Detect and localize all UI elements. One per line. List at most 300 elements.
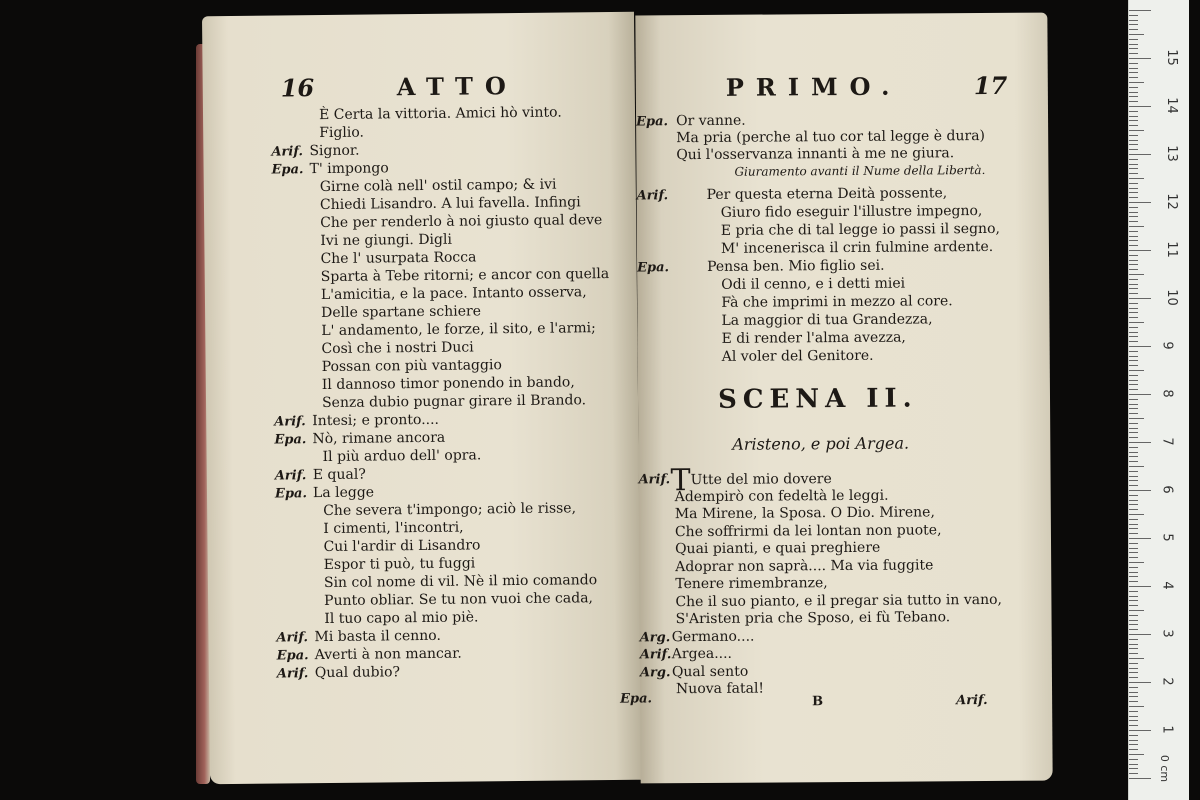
ruler-number: 14 xyxy=(1163,97,1179,114)
verse xyxy=(707,258,885,276)
ruler-tick xyxy=(1129,639,1138,640)
ruler-tick xyxy=(1129,519,1138,520)
verse xyxy=(672,663,748,681)
verse-text: S'Aristen pria che Sposo, ei fù Tebano. xyxy=(675,609,951,628)
ruler-tick xyxy=(1129,20,1138,21)
ruler-tick xyxy=(1129,188,1138,189)
ruler-tick xyxy=(1129,668,1138,669)
ruler-tick xyxy=(1129,236,1138,237)
ruler-tick xyxy=(1129,293,1138,294)
verse xyxy=(320,249,476,268)
verse xyxy=(321,303,481,322)
ruler-tick xyxy=(1129,44,1138,45)
ruler-tick xyxy=(1129,216,1138,217)
ruler-tick xyxy=(1129,567,1138,568)
ruler-number: 9 xyxy=(1159,341,1175,350)
ruler-tick xyxy=(1129,149,1138,150)
verse-text: Ma Mirene, la Sposa. O Dio. Mirene, xyxy=(674,504,935,523)
ruler-tick xyxy=(1129,500,1138,501)
verse xyxy=(672,646,732,663)
verse-text: Che soffrirmi da lei lontan non puote, xyxy=(674,521,942,540)
ruler-tick xyxy=(1129,404,1138,405)
ruler-tick xyxy=(1129,394,1151,395)
ruler-tick xyxy=(1129,380,1138,381)
ruler-tick xyxy=(1129,687,1138,688)
ruler-tick xyxy=(1129,39,1138,40)
ruler-number: 3 xyxy=(1159,629,1175,638)
verse-text: Averti à non mancar. xyxy=(314,645,462,664)
ruler-number: 8 xyxy=(1159,389,1175,398)
verse xyxy=(721,311,932,329)
left-page-text xyxy=(271,104,637,688)
verse-text: Qui l'osservanza innanti à me ne giura. xyxy=(676,145,955,164)
verse-text: Utte del mio dovere xyxy=(690,471,832,489)
verse-text: L' andamento, le forze, il sito, e l'armi; xyxy=(321,320,596,340)
verse-text: Qual dubio? xyxy=(314,664,401,682)
ruler-tick xyxy=(1129,442,1151,443)
ruler-tick xyxy=(1129,495,1138,496)
verse-text: Odi il cenno, e i detti miei xyxy=(721,275,906,293)
verse xyxy=(322,357,502,376)
verse xyxy=(322,392,586,412)
ruler-tick xyxy=(1129,341,1138,342)
verse-text: Espor ti può, tu fuggi xyxy=(323,555,476,574)
ruler-tick xyxy=(1129,327,1138,328)
ruler-tick xyxy=(1129,288,1138,289)
ruler-tick xyxy=(1129,279,1138,280)
ruler-number: 13 xyxy=(1163,145,1179,162)
verse xyxy=(312,430,445,448)
verse xyxy=(323,500,576,520)
verse-text: Adempirò con fedeltà le leggi. xyxy=(674,487,889,505)
ruler-tick xyxy=(1129,644,1138,645)
ruler-tick xyxy=(1129,164,1138,165)
ruler-number: 1 xyxy=(1159,725,1175,734)
verse-text: Quai pianti, e quai preghiere xyxy=(674,539,881,558)
verse xyxy=(721,239,993,258)
ruler-tick xyxy=(1129,72,1138,73)
ruler-tick xyxy=(1129,461,1138,462)
ruler-tick xyxy=(1129,624,1138,625)
ruler-tick xyxy=(1129,754,1144,755)
verse xyxy=(675,591,1002,610)
ruler-tick xyxy=(1129,365,1138,366)
ruler-tick xyxy=(1129,552,1138,553)
ruler-tick xyxy=(1129,303,1138,304)
speaker-label: Arif. xyxy=(271,144,304,160)
verse-text: Nuova fatal! xyxy=(675,680,765,698)
verse xyxy=(320,212,602,232)
ruler-number: 2 xyxy=(1159,677,1175,686)
ruler-tick xyxy=(1129,682,1151,683)
right-scene-text xyxy=(638,463,1051,702)
verse xyxy=(676,145,954,164)
verse-text: Giuro fido eseguir l'illustre impegno, xyxy=(720,203,983,221)
verse-text: Figlio. xyxy=(319,124,365,142)
verse-text: Senza dubio pugnar girare il Brando. xyxy=(321,392,587,412)
verse-text: Girne colà nell' ostil campo; & ivi xyxy=(319,176,557,196)
stage-direction: Giuramento avanti il Nume della Libertà. xyxy=(734,163,986,179)
verse xyxy=(676,681,764,699)
ruler-tick xyxy=(1129,192,1138,193)
ruler-tick xyxy=(1129,34,1144,35)
verse xyxy=(675,575,828,593)
verse xyxy=(313,485,374,503)
verse-text: I cimenti, l'incontri, xyxy=(323,519,464,538)
verse-text: La maggior di tua Grandezza, xyxy=(721,311,933,329)
ruler-tick xyxy=(1129,466,1144,467)
ruler-tick xyxy=(1129,692,1138,693)
ruler-tick xyxy=(1129,533,1138,534)
ruler-tick xyxy=(1129,63,1138,64)
ruler-tick xyxy=(1129,432,1138,433)
ruler-tick xyxy=(1129,226,1144,227)
ruler-tick xyxy=(1129,284,1138,285)
ruler-tick xyxy=(1129,260,1138,261)
ruler-tick xyxy=(1129,711,1138,712)
verse-text: Per questa eterna Deità possente, xyxy=(706,185,948,203)
ruler-tick xyxy=(1129,399,1138,400)
verse-text: Signor. xyxy=(309,142,360,160)
verse-text: Che per renderlo à noi giusto qual deve xyxy=(320,212,603,232)
ruler-tick xyxy=(1129,418,1144,419)
ruler-tick xyxy=(1129,447,1138,448)
verse-text: Fà che imprimi in mezzo al core. xyxy=(721,293,953,311)
open-book xyxy=(196,14,1056,782)
ruler-tick xyxy=(1129,298,1151,299)
verse xyxy=(324,572,597,592)
left-running-head: ATTO xyxy=(396,70,518,102)
catchword: Arif. xyxy=(956,693,988,709)
ruler-tick xyxy=(1129,212,1138,213)
verse xyxy=(675,522,942,541)
ruler-tick xyxy=(1129,653,1138,654)
verse-text: Che severa t'impongo; aciò le risse, xyxy=(323,500,577,520)
ruler-tick xyxy=(1129,332,1138,333)
verse xyxy=(672,628,755,646)
ruler-tick xyxy=(1129,504,1138,505)
ruler-tick xyxy=(1129,101,1138,102)
verse-text: Il dannoso timor ponendo in bando, xyxy=(321,374,575,394)
verse xyxy=(721,293,952,312)
speaker-label: Arg. xyxy=(639,629,671,645)
verse-text: E di render l'alma avezza, xyxy=(721,329,906,347)
verse xyxy=(321,320,596,340)
verse-text: La legge xyxy=(312,484,375,502)
ruler-tick xyxy=(1129,178,1144,179)
verse-text: Qual sento xyxy=(671,663,749,680)
verse-text: Germano.... xyxy=(671,628,755,645)
verse xyxy=(675,609,950,628)
ruler-tick xyxy=(1129,77,1138,78)
verse-text: Che l' usurpata Rocca xyxy=(320,249,477,268)
ruler-tick xyxy=(1129,183,1138,184)
verse xyxy=(322,374,575,394)
ruler-tick xyxy=(1129,173,1138,174)
speaker-label: Epa. xyxy=(271,162,304,178)
speaker-label: Epa. xyxy=(274,486,308,502)
verse-text: Delle spartane schiere xyxy=(321,303,482,322)
ruler-tick xyxy=(1129,308,1138,309)
ruler-tick xyxy=(1129,548,1138,549)
verse xyxy=(320,232,452,250)
verse-text: Intesi; e pronto.... xyxy=(312,411,440,430)
ruler-tick xyxy=(1129,452,1138,453)
ruler-tick xyxy=(1129,111,1138,112)
ruler-tick xyxy=(1129,677,1138,678)
verse-text: Sparta à Tebe ritorni; e ancor con quella xyxy=(320,266,610,286)
ruler-tick xyxy=(1129,480,1138,481)
speaker-label: Arif. xyxy=(274,414,306,430)
ruler-tick xyxy=(1129,346,1151,347)
ruler-tick xyxy=(1129,485,1138,486)
verse xyxy=(323,537,480,556)
ruler-tick xyxy=(1129,528,1138,529)
ruler-number: 5 xyxy=(1159,533,1175,542)
ruler-tick xyxy=(1129,562,1144,563)
ruler-tick xyxy=(1129,749,1138,750)
verse xyxy=(312,412,439,430)
verse xyxy=(324,609,478,628)
ruler-tick xyxy=(1129,663,1138,664)
ruler-tick xyxy=(1129,240,1138,241)
verse xyxy=(675,557,933,576)
verse xyxy=(313,467,366,485)
verse xyxy=(675,504,935,523)
verse xyxy=(314,628,441,646)
speaker-label: Arif. xyxy=(639,647,672,663)
speaker-label: Arg. xyxy=(639,664,671,680)
verse-text: Ma pria (perche al tuo cor tal legge è dura) xyxy=(676,128,986,147)
ruler-tick xyxy=(1129,615,1138,616)
ruler-tick xyxy=(1129,437,1138,438)
verse-text: Argea.... xyxy=(671,645,733,663)
verse xyxy=(721,221,1000,240)
measuring-ruler xyxy=(1128,0,1189,800)
speaker-label: Arif. xyxy=(276,666,309,682)
verse xyxy=(319,105,562,125)
verse xyxy=(676,128,985,147)
ruler-tick xyxy=(1129,413,1138,414)
ruler-tick xyxy=(1129,92,1138,93)
ruler-tick xyxy=(1129,509,1138,510)
ruler-tick xyxy=(1129,778,1151,779)
ruler-tick xyxy=(1129,725,1138,726)
ruler-tick xyxy=(1129,572,1138,573)
ruler-tick xyxy=(1129,255,1138,256)
ruler-tick xyxy=(1129,317,1138,318)
ruler-unit-label: 0 cm xyxy=(1158,754,1172,783)
verse-text: Punto obliar. Se tu non vuoi che cada, xyxy=(324,590,594,610)
ruler-tick xyxy=(1129,322,1144,323)
speaker-label: Epa. xyxy=(637,260,670,276)
ruler-tick xyxy=(1129,759,1138,760)
ruler-tick xyxy=(1129,231,1138,232)
ruler-tick xyxy=(1129,312,1138,313)
verse-text: M' incenerisca il crin fulmine ardente. xyxy=(720,238,994,257)
ruler-tick xyxy=(1129,58,1151,59)
ruler-tick xyxy=(1129,264,1138,265)
verse-text: T' impongo xyxy=(309,160,389,178)
verse-text: Or vanne. xyxy=(676,112,746,130)
ruler-tick xyxy=(1129,658,1144,659)
ruler-number: 12 xyxy=(1163,193,1179,210)
verse-text: Possan con più vantaggio xyxy=(321,357,502,376)
verse-text: E qual? xyxy=(312,466,366,484)
speaker-label: Epa. xyxy=(274,432,307,448)
speaker-label: Arif. xyxy=(276,630,309,646)
ruler-tick xyxy=(1129,144,1138,145)
speaker-label: Epa. xyxy=(276,648,309,664)
ruler-tick xyxy=(1129,701,1138,702)
ruler-number: 15 xyxy=(1163,49,1179,66)
ruler-tick xyxy=(1129,130,1144,131)
verse xyxy=(320,194,581,214)
ruler-tick xyxy=(1129,168,1138,169)
verse xyxy=(721,203,983,222)
ruler-tick xyxy=(1129,356,1138,357)
verse-text: Ivi ne giungi. Digli xyxy=(320,231,452,250)
ruler-tick xyxy=(1129,423,1138,424)
left-page xyxy=(202,12,642,784)
speaker-label: Arif. xyxy=(274,468,307,484)
verse xyxy=(675,487,889,505)
ruler-tick xyxy=(1129,524,1138,525)
verse-text: L'amicitia, e la pace. Intanto osserva, xyxy=(320,284,587,304)
ruler-tick xyxy=(1129,125,1138,126)
verse xyxy=(722,348,874,366)
ruler-tick xyxy=(1129,336,1138,337)
ruler-number: 6 xyxy=(1159,485,1175,494)
ruler-tick xyxy=(1129,250,1151,251)
ruler-tick xyxy=(1129,375,1138,376)
verse xyxy=(323,447,482,466)
ruler-tick xyxy=(1129,610,1144,611)
ruler-tick xyxy=(1129,696,1138,697)
ruler-tick xyxy=(1129,773,1138,774)
verse-text: Tenere rimembranze, xyxy=(675,575,828,593)
verse-text: E pria che di tal legge io passi il segno, xyxy=(720,220,1000,239)
ruler-tick xyxy=(1129,202,1151,203)
verse-text: Che il suo pianto, e il pregar sia tutto in vano, xyxy=(675,591,1003,610)
ruler-tick xyxy=(1129,581,1138,582)
verse xyxy=(675,540,880,558)
ruler-tick xyxy=(1129,543,1138,544)
ruler-tick xyxy=(1129,82,1144,83)
verse xyxy=(323,520,463,538)
ruler-tick xyxy=(1129,24,1138,25)
ruler-tick xyxy=(1129,428,1138,429)
ruler-tick xyxy=(1129,274,1144,275)
ruler-tick xyxy=(1129,87,1138,88)
ruler-tick xyxy=(1129,221,1138,222)
verse xyxy=(321,339,473,358)
ruler-tick xyxy=(1129,476,1138,477)
ruler-tick xyxy=(1129,106,1151,107)
ruler-tick xyxy=(1129,360,1138,361)
verse xyxy=(321,266,610,286)
ruler-tick xyxy=(1129,720,1138,721)
ruler-tick xyxy=(1129,245,1138,246)
right-oath-text xyxy=(636,185,1048,368)
ruler-tick xyxy=(1129,207,1138,208)
signature-mark: B xyxy=(812,694,824,710)
ruler-tick xyxy=(1129,389,1138,390)
verse-text: Adoprar non saprà.... Ma via fuggite xyxy=(675,556,934,575)
ruler-tick xyxy=(1129,596,1138,597)
ruler-tick xyxy=(1129,557,1138,558)
verse-text: Così che i nostri Duci xyxy=(321,339,474,358)
ruler-tick xyxy=(1129,140,1138,141)
right-page xyxy=(620,13,1052,784)
ruler-tick xyxy=(1129,576,1138,577)
verse-text: Chiedi Lisandro. A lui favella. Infingi xyxy=(319,194,581,214)
speaker-label: Arif. xyxy=(638,472,671,488)
scene-title: SCENA II. xyxy=(717,383,918,415)
verse xyxy=(721,276,905,294)
ruler-tick xyxy=(1129,154,1151,155)
verse xyxy=(324,590,593,610)
drop-capital: T xyxy=(670,463,691,499)
ruler-tick xyxy=(1129,456,1138,457)
ruler-tick xyxy=(1129,706,1144,707)
ruler-tick xyxy=(1129,600,1138,601)
ruler-tick xyxy=(1129,620,1138,621)
left-page-number: 16 xyxy=(280,73,315,103)
verse xyxy=(315,664,400,682)
ruler-tick xyxy=(1129,135,1138,136)
ruler-tick xyxy=(1129,538,1151,539)
ruler-tick xyxy=(1129,269,1138,270)
ruler-tick xyxy=(1129,514,1144,515)
ruler-tick xyxy=(1129,672,1138,673)
verse-text: Cui l'ardir di Lisandro xyxy=(323,537,481,556)
ruler-tick xyxy=(1129,384,1138,385)
ruler-tick xyxy=(1129,764,1138,765)
verse-text: Il più arduo dell' opra. xyxy=(322,447,482,466)
verse-text: Sin col nome di vil. Nè il mio comando xyxy=(323,572,598,592)
verse-text: Mi basta il cenno. xyxy=(314,627,441,646)
verse xyxy=(324,555,476,574)
ruler-tick xyxy=(1129,744,1138,745)
ruler-tick xyxy=(1129,53,1138,54)
verse xyxy=(722,330,906,348)
ruler-tick xyxy=(1129,740,1138,741)
ruler-tick xyxy=(1129,351,1138,352)
verse xyxy=(320,177,557,196)
ruler-number: 7 xyxy=(1159,437,1175,446)
verse-text: È Certa la vittoria. Amici hò vinto. xyxy=(318,104,562,124)
ruler-tick xyxy=(1129,96,1138,97)
right-page-number: 17 xyxy=(973,70,1008,101)
ruler-tick xyxy=(1129,586,1151,587)
ruler-tick xyxy=(1129,197,1138,198)
catchword-left: Epa. xyxy=(620,691,653,707)
ruler-tick xyxy=(1129,408,1138,409)
ruler-tick xyxy=(1129,159,1138,160)
ruler-tick xyxy=(1129,716,1138,717)
ruler-tick xyxy=(1129,370,1144,371)
ruler-tick xyxy=(1129,629,1138,630)
ruler-tick xyxy=(1129,591,1138,592)
verse-text: Al voler del Genitore. xyxy=(721,347,874,365)
ruler-tick xyxy=(1129,68,1138,69)
ruler-number: 4 xyxy=(1159,581,1175,590)
ruler-tick xyxy=(1129,634,1151,635)
verse-text: Il tuo capo al mio piè. xyxy=(324,609,479,628)
verse-text: Nò, rimane ancora xyxy=(312,429,446,448)
verse xyxy=(319,125,364,142)
